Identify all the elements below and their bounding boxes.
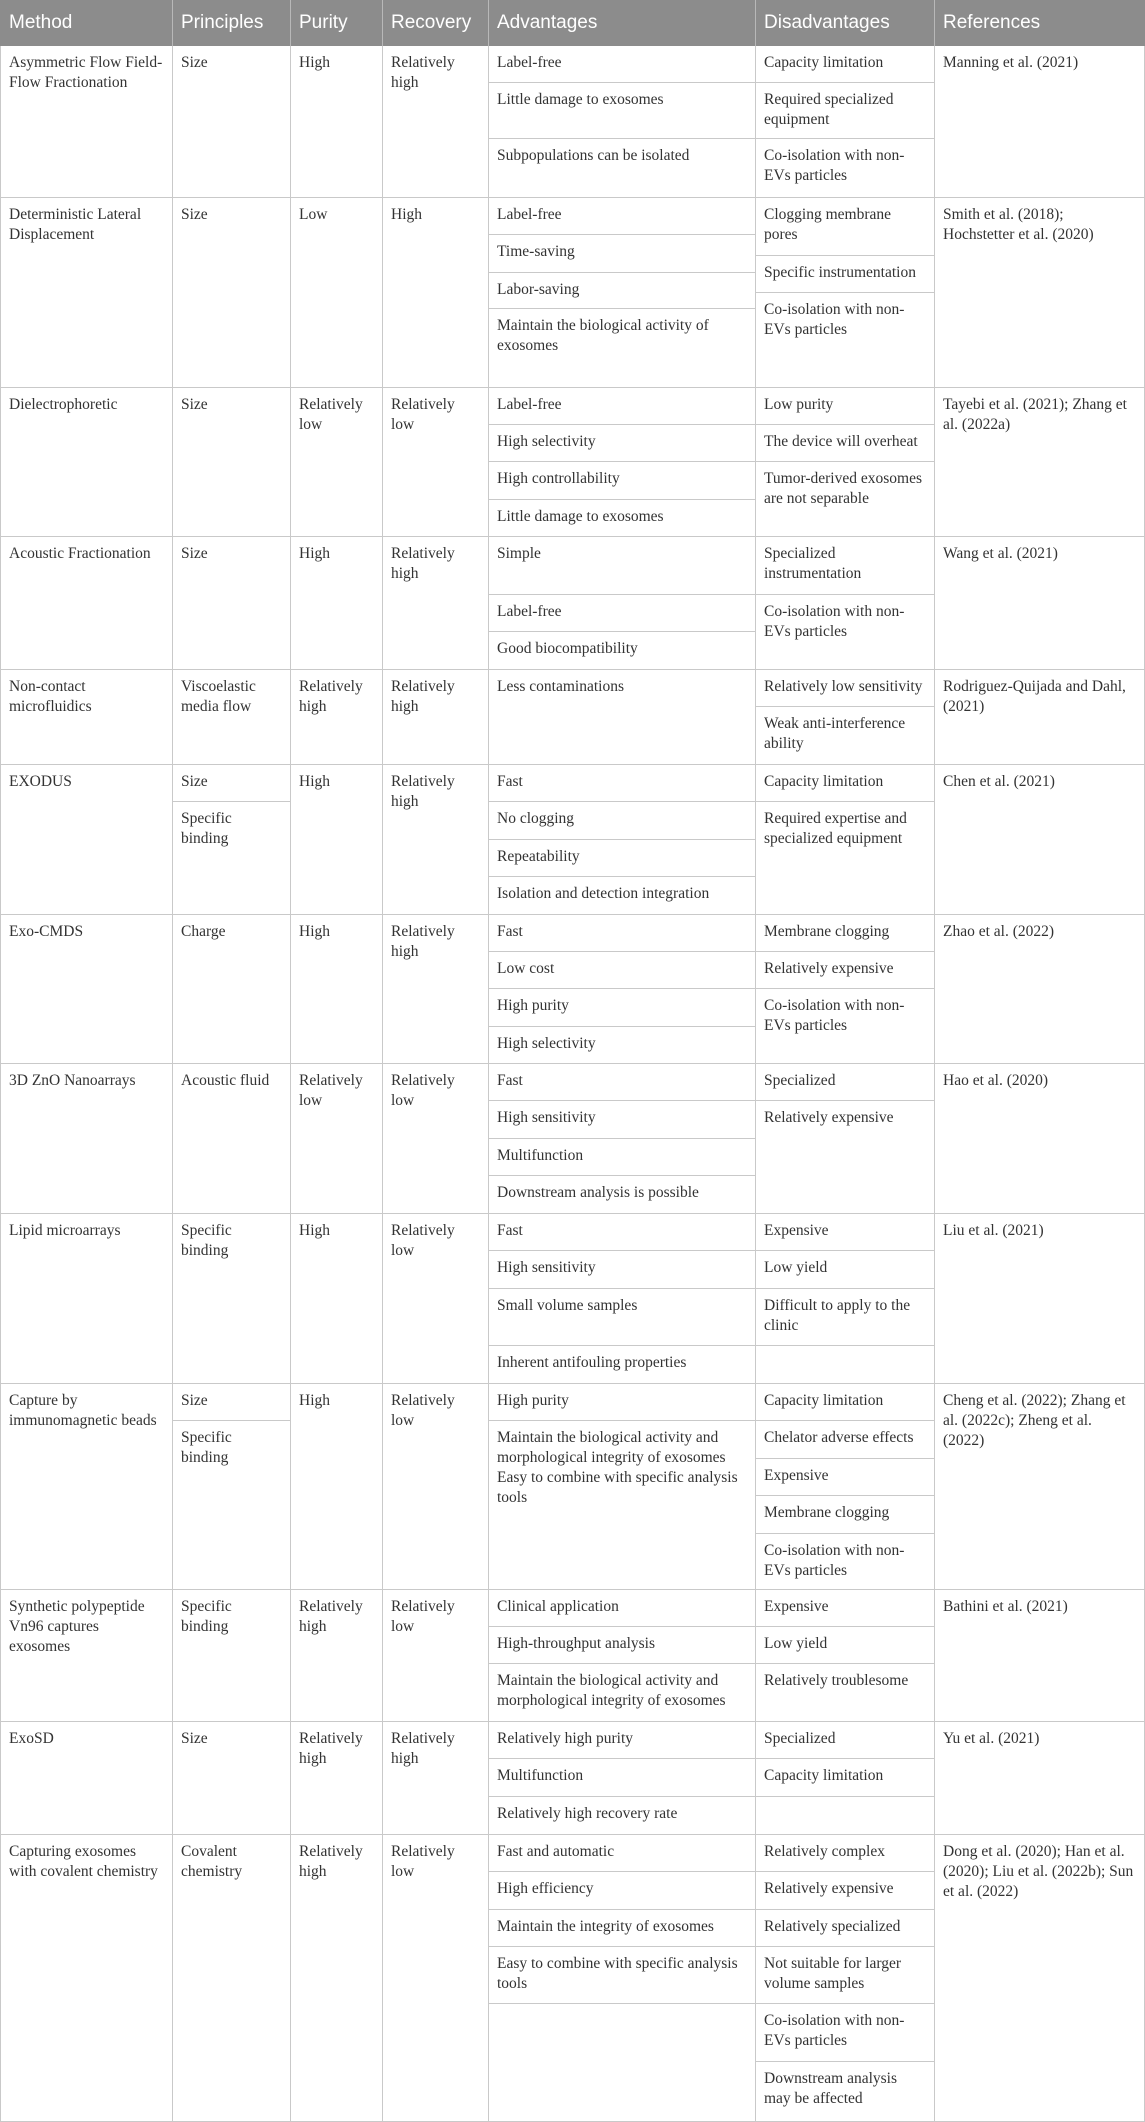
principles-cell: Size [172, 198, 290, 388]
references-cell: Chen et al. (2021) [934, 765, 1145, 915]
principles-cell: Specific binding [172, 1590, 290, 1722]
disadvantage-cell [755, 1797, 934, 1835]
disadvantage-cell: Co-isolation with non-EVs particles [755, 293, 934, 388]
advantage-cell: Repeatability [488, 840, 755, 877]
column-header-method: Method [0, 0, 172, 46]
recovery-cell: Relatively low [382, 1214, 488, 1384]
disadvantage-cell: Co-isolation with non-EVs particles [755, 2004, 934, 2062]
advantage-cell: Little damage to exosomes [488, 83, 755, 139]
advantage-cell: High-throughput analysis [488, 1627, 755, 1664]
disadvantage-cell: Relatively low sensitivity [755, 670, 934, 707]
principles-cell: Specific binding [172, 802, 290, 915]
references-cell: Smith et al. (2018); Hochstetter et al. (2020) [934, 198, 1145, 388]
references-cell: Tayebi et al. (2021); Zhang et al. (2022a) [934, 388, 1145, 537]
purity-cell: High [290, 46, 382, 198]
column-divider [755, 46, 756, 2122]
principles-cell: Size [172, 537, 290, 670]
references-cell: Bathini et al. (2021) [934, 1590, 1145, 1722]
recovery-cell: Relatively low [382, 1064, 488, 1214]
advantage-cell [488, 2004, 755, 2122]
disadvantage-cell: Tumor-derived exosomes are not separable [755, 462, 934, 537]
method-cell: Deterministic Lateral Displacement [0, 198, 172, 388]
disadvantage-cell: Co-isolation with non-EVs particles [755, 139, 934, 198]
advantage-cell: Multifunction [488, 1139, 755, 1176]
advantage-cell: Label-free [488, 388, 755, 425]
disadvantage-cell: Co-isolation with non-EVs particles [755, 595, 934, 670]
advantage-cell: Isolation and detection integration [488, 877, 755, 915]
advantage-cell: High selectivity [488, 425, 755, 462]
principles-cell: Specific binding [172, 1421, 290, 1590]
references-cell: Rodriguez-Quijada and Dahl, (2021) [934, 670, 1145, 765]
principles-cell: Acoustic fluid [172, 1064, 290, 1214]
advantage-cell: Simple [488, 537, 755, 595]
disadvantage-cell: Clogging membrane pores [755, 198, 934, 256]
column-header-purity: Purity [290, 0, 382, 46]
disadvantage-cell: Membrane clogging [755, 1496, 934, 1534]
advantage-cell: Easy to combine with specific analysis tools [488, 1947, 755, 2004]
advantage-cell: No clogging [488, 802, 755, 840]
purity-cell: Relatively low [290, 388, 382, 537]
disadvantage-cell: Required expertise and specialized equipment [755, 802, 934, 915]
advantage-cell: Little damage to exosomes [488, 500, 755, 537]
purity-cell: High [290, 915, 382, 1064]
disadvantage-cell: Membrane clogging [755, 915, 934, 952]
principles-cell: Covalent chemistry [172, 1835, 290, 2122]
advantage-cell: Clinical application [488, 1590, 755, 1627]
disadvantage-cell: Required specialized equipment [755, 83, 934, 139]
method-cell: EXODUS [0, 765, 172, 915]
recovery-cell: Relatively high [382, 46, 488, 198]
method-cell: Asymmetric Flow Field-Flow Fractionation [0, 46, 172, 198]
disadvantage-cell: Weak anti-interference ability [755, 707, 934, 765]
principles-cell: Size [172, 1722, 290, 1835]
disadvantage-cell: Difficult to apply to the clinic [755, 1289, 934, 1346]
disadvantage-cell: Capacity limitation [755, 1759, 934, 1797]
header-separator [382, 0, 383, 46]
references-cell: Liu et al. (2021) [934, 1214, 1145, 1384]
column-divider [172, 46, 173, 2122]
method-cell: Dielectrophoretic [0, 388, 172, 537]
purity-cell: Relatively high [290, 1722, 382, 1835]
advantage-cell: Downstream analysis is possible [488, 1176, 755, 1214]
disadvantage-cell: Relatively expensive [755, 1872, 934, 1910]
purity-cell: High [290, 1214, 382, 1384]
recovery-cell: Relatively high [382, 765, 488, 915]
recovery-cell: Relatively low [382, 1590, 488, 1722]
disadvantage-cell: Relatively complex [755, 1835, 934, 1872]
header-separator [290, 0, 291, 46]
purity-cell: High [290, 537, 382, 670]
principles-cell: Specific binding [172, 1214, 290, 1384]
advantage-cell: Labor-saving [488, 273, 755, 309]
advantage-cell: Subpopulations can be isolated [488, 139, 755, 198]
column-header-principles: Principles [172, 0, 290, 46]
disadvantage-cell: Relatively expensive [755, 1101, 934, 1214]
advantage-cell: Small volume samples [488, 1289, 755, 1346]
disadvantage-cell: Chelator adverse effects [755, 1421, 934, 1459]
advantage-cell: High efficiency [488, 1872, 755, 1910]
principles-cell: Size [172, 765, 290, 802]
disadvantage-cell: Relatively troublesome [755, 1664, 934, 1722]
disadvantage-cell: Specialized [755, 1722, 934, 1759]
header-separator [488, 0, 489, 46]
column-divider [290, 46, 291, 2122]
disadvantage-cell [755, 1346, 934, 1384]
advantage-cell: Fast [488, 765, 755, 802]
method-cell: 3D ZnO Nanoarrays [0, 1064, 172, 1214]
advantage-cell: High sensitivity [488, 1251, 755, 1289]
advantage-cell: Maintain the integrity of exosomes [488, 1910, 755, 1947]
recovery-cell: Relatively low [382, 1835, 488, 2122]
recovery-cell: Relatively high [382, 670, 488, 765]
method-cell: Capturing exosomes with covalent chemistry [0, 1835, 172, 2122]
advantage-cell: High controllability [488, 462, 755, 500]
advantage-cell: Low cost [488, 952, 755, 989]
method-cell: Exo-CMDS [0, 915, 172, 1064]
advantage-cell: High purity [488, 989, 755, 1027]
references-cell: Zhao et al. (2022) [934, 915, 1145, 1064]
advantage-cell: Time-saving [488, 235, 755, 273]
references-cell: Hao et al. (2020) [934, 1064, 1145, 1214]
disadvantage-cell: Relatively expensive [755, 952, 934, 989]
method-cell: Capture by immunomagnetic beads [0, 1384, 172, 1590]
table-border [0, 46, 1, 2122]
header-separator [755, 0, 756, 46]
advantage-cell: Less contaminations [488, 670, 755, 765]
purity-cell: Relatively high [290, 1590, 382, 1722]
method-cell: Acoustic Fractionation [0, 537, 172, 670]
disadvantage-cell: Not suitable for larger volume samples [755, 1947, 934, 2004]
disadvantage-cell: Expensive [755, 1214, 934, 1251]
purity-cell: High [290, 1384, 382, 1590]
advantage-cell: Fast [488, 1064, 755, 1101]
method-cell: Synthetic polypeptide Vn96 captures exosomes [0, 1590, 172, 1722]
disadvantage-cell: Co-isolation with non-EVs particles [755, 1534, 934, 1590]
disadvantage-cell: Low yield [755, 1251, 934, 1289]
advantage-cell: Maintain the biological activity of exosomes [488, 309, 755, 388]
column-divider [488, 46, 489, 2122]
header-separator [934, 0, 935, 46]
disadvantage-cell: Capacity limitation [755, 46, 934, 83]
disadvantage-cell: Specialized [755, 1064, 934, 1101]
disadvantage-cell: Specialized instrumentation [755, 537, 934, 595]
disadvantage-cell: Expensive [755, 1459, 934, 1496]
advantage-cell: Good biocompatibility [488, 632, 755, 670]
disadvantage-cell: Specific instrumentation [755, 256, 934, 293]
disadvantage-cell: Capacity limitation [755, 1384, 934, 1421]
disadvantage-cell: Low yield [755, 1627, 934, 1664]
advantage-cell: High sensitivity [488, 1101, 755, 1139]
principles-cell: Size [172, 1384, 290, 1421]
disadvantage-cell: Co-isolation with non-EVs particles [755, 989, 934, 1064]
principles-cell: Charge [172, 915, 290, 1064]
recovery-cell: High [382, 198, 488, 388]
disadvantage-cell: The device will overheat [755, 425, 934, 462]
purity-cell: Low [290, 198, 382, 388]
advantage-cell: Label-free [488, 198, 755, 235]
purity-cell: Relatively high [290, 670, 382, 765]
advantage-cell: Inherent antifouling properties [488, 1346, 755, 1384]
references-cell: Yu et al. (2021) [934, 1722, 1145, 1835]
disadvantage-cell: Capacity limitation [755, 765, 934, 802]
column-header-advantage: Advantages [488, 0, 755, 46]
recovery-cell: Relatively high [382, 537, 488, 670]
advantage-cell: Label-free [488, 46, 755, 83]
references-cell: Manning et al. (2021) [934, 46, 1145, 198]
advantage-cell: High purity [488, 1384, 755, 1421]
column-header-references: References [934, 0, 1145, 46]
purity-cell: High [290, 765, 382, 915]
column-header-disadvantage: Disadvantages [755, 0, 934, 46]
purity-cell: Relatively high [290, 1835, 382, 2122]
recovery-cell: Relatively low [382, 388, 488, 537]
principles-cell: Size [172, 388, 290, 537]
method-cell: ExoSD [0, 1722, 172, 1835]
advantage-cell: Relatively high purity [488, 1722, 755, 1759]
recovery-cell: Relatively low [382, 1384, 488, 1590]
disadvantage-cell: Relatively specialized [755, 1910, 934, 1947]
advantage-cell: Fast and automatic [488, 1835, 755, 1872]
advantage-cell: Fast [488, 915, 755, 952]
advantage-cell: Multifunction [488, 1759, 755, 1797]
advantage-cell: Fast [488, 1214, 755, 1251]
advantage-cell: Maintain the biological activity and morphological integrity of exosomes [488, 1664, 755, 1722]
advantage-cell: High selectivity [488, 1027, 755, 1064]
recovery-cell: Relatively high [382, 915, 488, 1064]
column-header-recovery: Recovery [382, 0, 488, 46]
purity-cell: Relatively low [290, 1064, 382, 1214]
advantage-cell: Relatively high recovery rate [488, 1797, 755, 1835]
method-cell: Lipid microarrays [0, 1214, 172, 1384]
header-separator [172, 0, 173, 46]
references-cell: Wang et al. (2021) [934, 537, 1145, 670]
disadvantage-cell: Expensive [755, 1590, 934, 1627]
references-cell: Dong et al. (2020); Han et al. (2020); Liu et al. (2022b); Sun et al. (2022) [934, 1835, 1145, 2122]
advantage-cell: Maintain the biological activity and morphological integrity of exosomes Easy to combine with specific analysis tools [488, 1421, 755, 1590]
column-divider [382, 46, 383, 2122]
method-cell: Non-contact microfluidics [0, 670, 172, 765]
column-divider [934, 46, 935, 2122]
disadvantage-cell: Low purity [755, 388, 934, 425]
principles-cell: Size [172, 46, 290, 198]
references-cell: Cheng et al. (2022); Zhang et al. (2022c); Zheng et al. (2022) [934, 1384, 1145, 1590]
advantage-cell: Label-free [488, 595, 755, 632]
disadvantage-cell: Downstream analysis may be affected [755, 2062, 934, 2122]
principles-cell: Viscoelastic media flow [172, 670, 290, 765]
recovery-cell: Relatively high [382, 1722, 488, 1835]
